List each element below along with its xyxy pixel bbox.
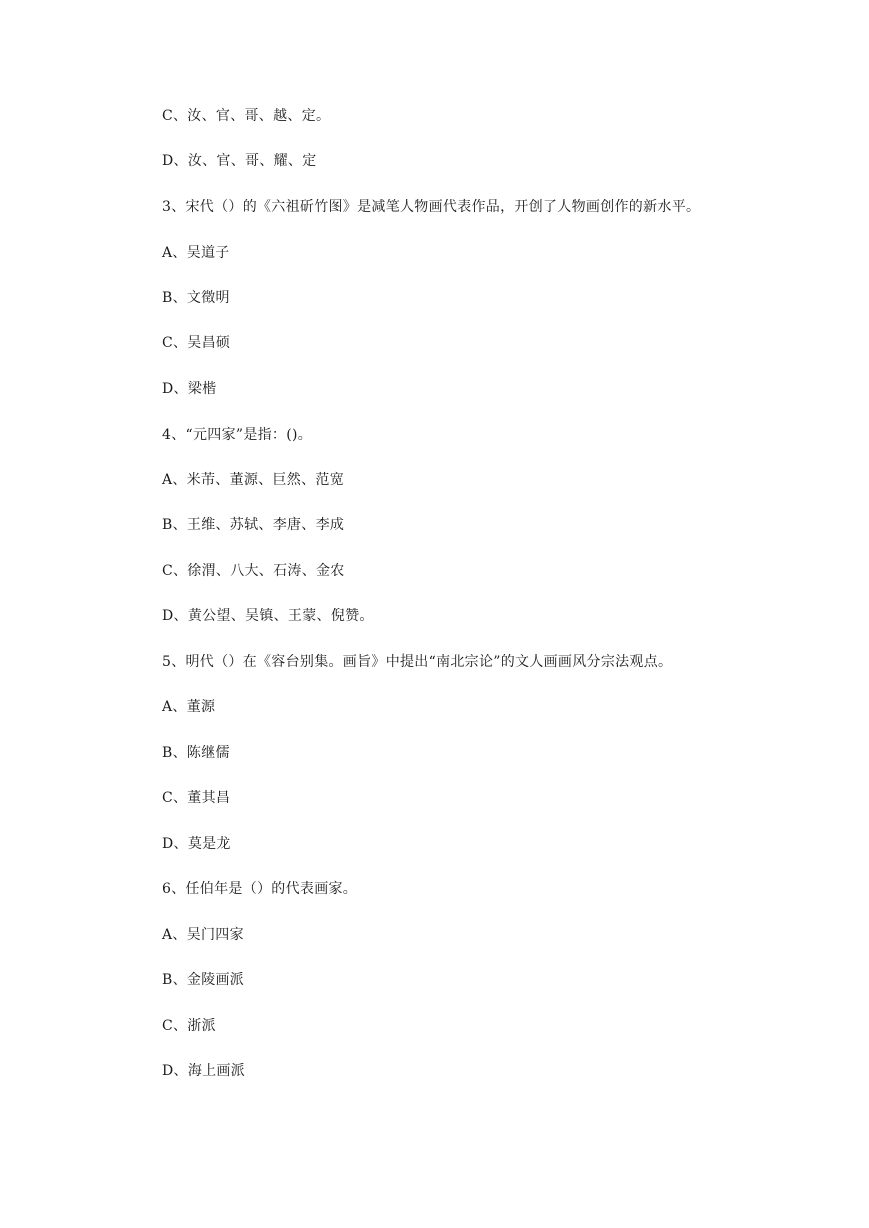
q5-option-d: D、莫是龙 (162, 836, 231, 852)
q4-option-c: C、徐渭、八大、石涛、金农 (162, 563, 345, 579)
q4-question: 4、“元四家”是指：()。 (162, 427, 313, 443)
q5-option-c: C、董其昌 (162, 790, 231, 806)
q3-option-b: B、文徵明 (162, 290, 230, 306)
q6-option-c: C、浙派 (162, 1018, 216, 1034)
q6-question: 6、任伯年是（）的代表画家。 (162, 881, 358, 897)
q4-option-a: A、米芾、董源、巨然、范宽 (162, 472, 345, 488)
q6-option-a: A、吴门四家 (162, 927, 244, 943)
q5-option-b: B、陈继儒 (162, 745, 230, 761)
q5-option-a: A、董源 (162, 699, 216, 715)
q2-option-c: C、汝、官、哥、越、定。 (162, 108, 331, 124)
q4-option-b: B、王维、苏轼、李唐、李成 (162, 517, 345, 533)
q3-option-a: A、吴道子 (162, 245, 230, 261)
q2-option-d: D、汝、官、哥、耀、定 (162, 153, 317, 169)
q3-question: 3、宋代（）的《六祖斫竹图》是减笔人物画代表作品，开创了人物画创作的新水平。 (162, 199, 701, 215)
q5-question: 5、明代（）在《容台别集。画旨》中提出“南北宗论”的文人画画风分宗法观点。 (162, 654, 673, 670)
q3-option-d: D、梁楷 (162, 381, 217, 397)
q4-option-d: D、黄公望、吴镇、王蒙、倪赞。 (162, 608, 374, 624)
q6-option-d: D、海上画派 (162, 1063, 246, 1079)
q6-option-b: B、金陵画派 (162, 972, 245, 988)
q3-option-c: C、吴昌硕 (162, 335, 231, 351)
